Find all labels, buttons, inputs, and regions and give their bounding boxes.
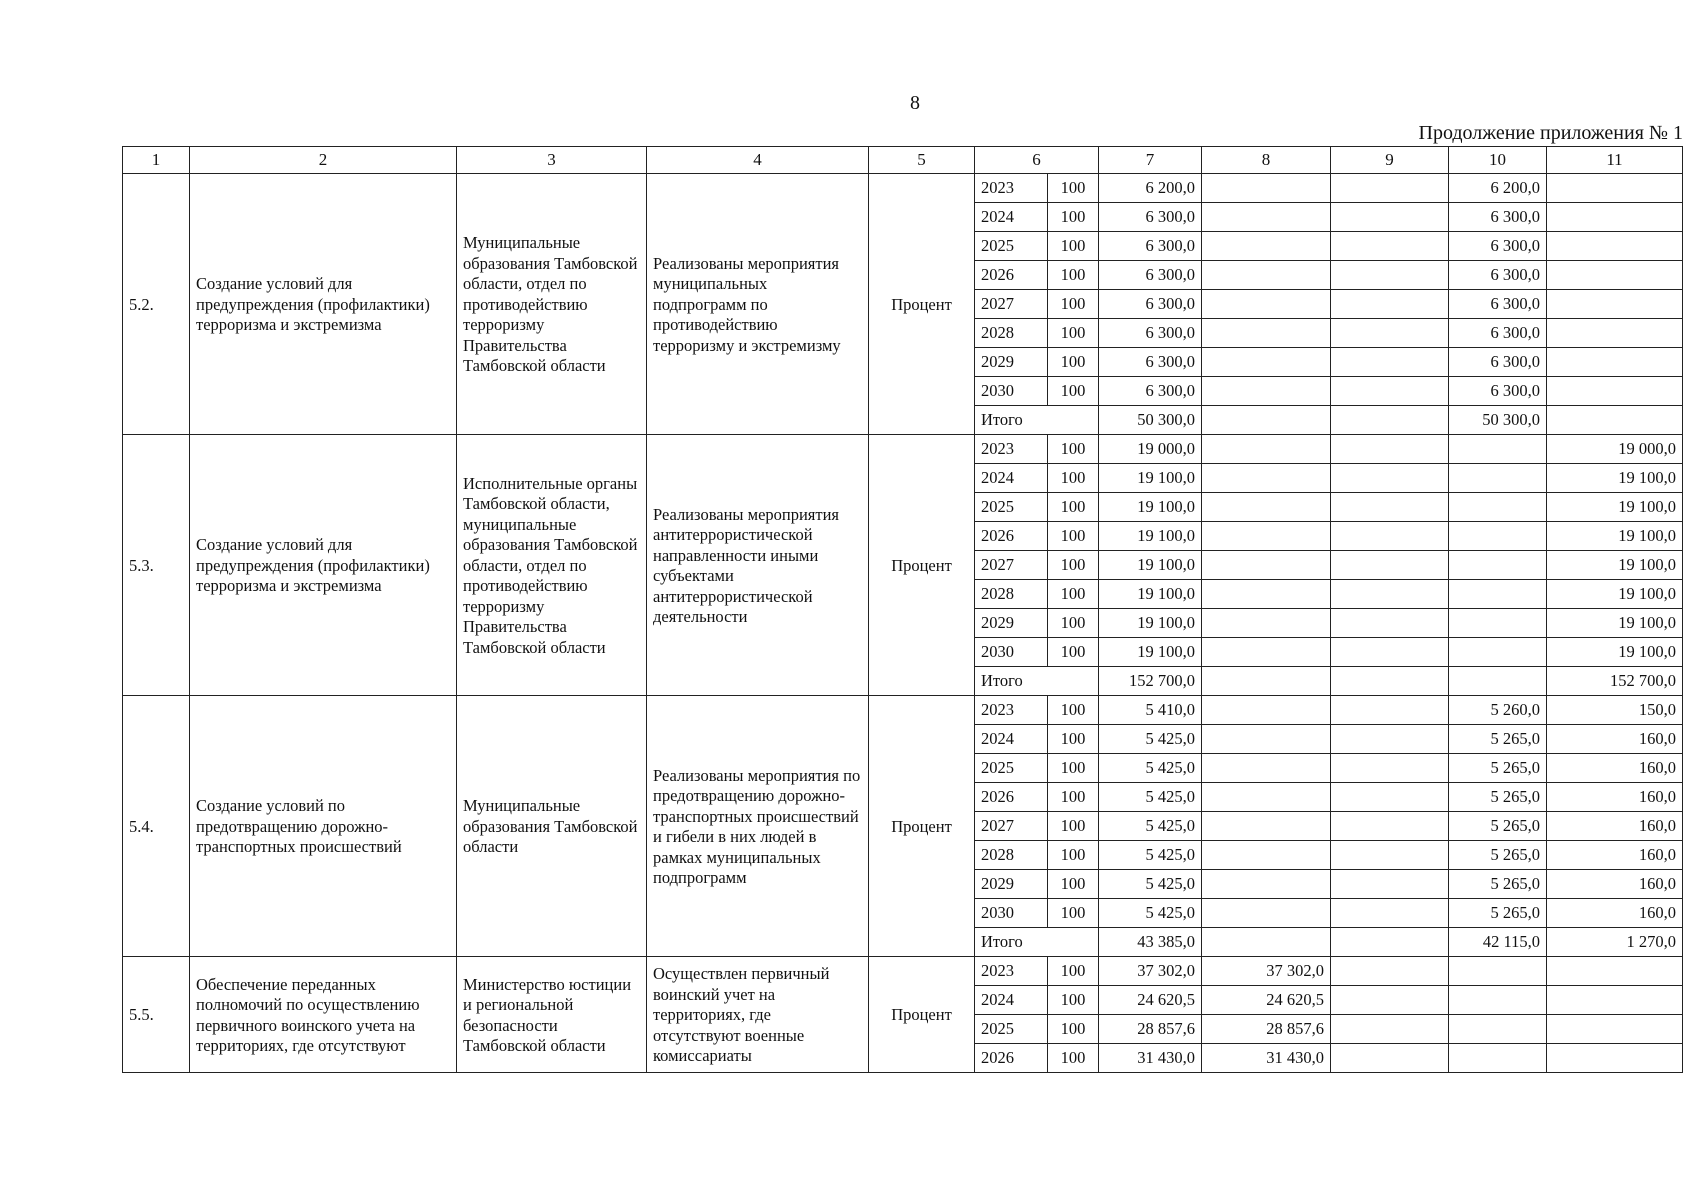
total-label: Итого: [975, 667, 1099, 696]
appendix-continuation-note: Продолжение приложения № 1: [1418, 122, 1683, 144]
year-cell: 2029: [975, 348, 1048, 377]
amount-cell-10: 6 300,0: [1449, 290, 1547, 319]
amount-cell-10: [1449, 638, 1547, 667]
amount-cell-11: [1547, 986, 1683, 1015]
indicator-value-cell: 100: [1048, 551, 1099, 580]
amount-cell-9: [1331, 1015, 1449, 1044]
amount-cell-11: 160,0: [1547, 899, 1683, 928]
amount-cell-9: [1331, 174, 1449, 203]
total-amount-cell-9: [1331, 928, 1449, 957]
section-index: 5.2.: [123, 174, 190, 435]
total-amount-cell-10: [1449, 667, 1547, 696]
year-cell: 2026: [975, 783, 1048, 812]
amount-cell-11: 160,0: [1547, 783, 1683, 812]
indicator-value-cell: 100: [1048, 290, 1099, 319]
amount-cell-11: [1547, 174, 1683, 203]
amount-cell-11: 160,0: [1547, 812, 1683, 841]
amount-cell-10: 6 200,0: [1449, 174, 1547, 203]
indicator-value-cell: 100: [1048, 377, 1099, 406]
amount-cell-9: [1331, 377, 1449, 406]
amount-cell-9: [1331, 580, 1449, 609]
amount-cell-11: 19 100,0: [1547, 638, 1683, 667]
amount-cell-10: [1449, 522, 1547, 551]
amount-cell-8: [1202, 725, 1331, 754]
indicator-value-cell: 100: [1048, 609, 1099, 638]
header-col-9: 9: [1331, 147, 1449, 174]
amount-cell-8: [1202, 551, 1331, 580]
amount-cell-10: 6 300,0: [1449, 319, 1547, 348]
year-cell: 2025: [975, 232, 1048, 261]
amount-cell-10: [1449, 464, 1547, 493]
amount-cell-9: [1331, 899, 1449, 928]
indicator-value-cell: 100: [1048, 841, 1099, 870]
amount-cell-8: [1202, 493, 1331, 522]
header-col-11: 11: [1547, 147, 1683, 174]
amount-cell-9: [1331, 638, 1449, 667]
indicator-value-cell: 100: [1048, 957, 1099, 986]
amount-cell-7: 5 425,0: [1099, 783, 1202, 812]
amount-cell-8: 24 620,5: [1202, 986, 1331, 1015]
amount-cell-8: 37 302,0: [1202, 957, 1331, 986]
amount-cell-11: 19 100,0: [1547, 580, 1683, 609]
amount-cell-8: [1202, 203, 1331, 232]
amount-cell-9: [1331, 464, 1449, 493]
amount-cell-9: [1331, 841, 1449, 870]
amount-cell-10: 5 260,0: [1449, 696, 1547, 725]
section-index: 5.5.: [123, 957, 190, 1073]
amount-cell-8: [1202, 638, 1331, 667]
indicator-value-cell: 100: [1048, 725, 1099, 754]
amount-cell-11: [1547, 377, 1683, 406]
program-activities-table: [122, 146, 1683, 1073]
amount-cell-9: [1331, 435, 1449, 464]
total-amount-cell-8: [1202, 928, 1331, 957]
amount-cell-9: [1331, 754, 1449, 783]
amount-cell-10: 6 300,0: [1449, 203, 1547, 232]
indicator-value-cell: 100: [1048, 319, 1099, 348]
header-row: [123, 147, 1683, 174]
total-amount-cell-11: 1 270,0: [1547, 928, 1683, 957]
amount-cell-10: [1449, 957, 1547, 986]
amount-cell-10: [1449, 580, 1547, 609]
total-amount-cell-7: 43 385,0: [1099, 928, 1202, 957]
amount-cell-7: 5 425,0: [1099, 841, 1202, 870]
year-cell: 2026: [975, 522, 1048, 551]
amount-cell-8: 28 857,6: [1202, 1015, 1331, 1044]
indicator-value-cell: 100: [1048, 522, 1099, 551]
total-label: Итого: [975, 406, 1099, 435]
expected-result: Осуществлен первичный воинский учет на территориях, где отсутствуют военные комиссариаты: [647, 957, 869, 1073]
year-cell: 2029: [975, 870, 1048, 899]
indicator-value-cell: 100: [1048, 1044, 1099, 1073]
amount-cell-8: [1202, 522, 1331, 551]
year-cell: 2023: [975, 174, 1048, 203]
amount-cell-10: 5 265,0: [1449, 812, 1547, 841]
amount-cell-8: [1202, 435, 1331, 464]
amount-cell-11: [1547, 261, 1683, 290]
amount-cell-7: 6 300,0: [1099, 348, 1202, 377]
year-cell: 2023: [975, 957, 1048, 986]
amount-cell-7: 19 100,0: [1099, 638, 1202, 667]
expected-result: Реализованы мероприятия муниципальных подпрограмм по противодействию терроризму и экстремизму: [647, 174, 869, 435]
indicator-value-cell: 100: [1048, 783, 1099, 812]
amount-cell-11: 19 100,0: [1547, 609, 1683, 638]
year-cell: 2023: [975, 696, 1048, 725]
year-cell: 2025: [975, 493, 1048, 522]
year-cell: 2030: [975, 638, 1048, 667]
amount-cell-10: [1449, 1015, 1547, 1044]
year-cell: 2027: [975, 812, 1048, 841]
amount-cell-8: [1202, 696, 1331, 725]
amount-cell-11: [1547, 290, 1683, 319]
amount-cell-7: 31 430,0: [1099, 1044, 1202, 1073]
amount-cell-8: [1202, 174, 1331, 203]
year-cell: 2026: [975, 261, 1048, 290]
amount-cell-8: [1202, 464, 1331, 493]
amount-cell-9: [1331, 348, 1449, 377]
amount-cell-7: 6 200,0: [1099, 174, 1202, 203]
amount-cell-10: 5 265,0: [1449, 754, 1547, 783]
amount-cell-7: 24 620,5: [1099, 986, 1202, 1015]
amount-cell-10: [1449, 493, 1547, 522]
amount-cell-10: 6 300,0: [1449, 377, 1547, 406]
indicator-value-cell: 100: [1048, 754, 1099, 783]
amount-cell-7: 19 100,0: [1099, 609, 1202, 638]
amount-cell-8: [1202, 812, 1331, 841]
indicator-value-cell: 100: [1048, 696, 1099, 725]
amount-cell-11: 160,0: [1547, 725, 1683, 754]
amount-cell-10: [1449, 609, 1547, 638]
amount-cell-8: [1202, 232, 1331, 261]
amount-cell-7: 5 425,0: [1099, 899, 1202, 928]
amount-cell-7: 6 300,0: [1099, 377, 1202, 406]
total-label: Итого: [975, 928, 1099, 957]
activity-name: Создание условий для предупреждения (профилактики) терроризма и экстремизма: [190, 435, 457, 696]
indicator-value-cell: 100: [1048, 435, 1099, 464]
amount-cell-9: [1331, 986, 1449, 1015]
amount-cell-7: 6 300,0: [1099, 203, 1202, 232]
amount-cell-8: 31 430,0: [1202, 1044, 1331, 1073]
year-cell: 2026: [975, 1044, 1048, 1073]
measure-unit: Процент: [869, 696, 975, 957]
amount-cell-8: [1202, 261, 1331, 290]
amount-cell-9: [1331, 609, 1449, 638]
amount-cell-10: 5 265,0: [1449, 841, 1547, 870]
amount-cell-8: [1202, 290, 1331, 319]
indicator-value-cell: 100: [1048, 580, 1099, 609]
total-amount-cell-11: [1547, 406, 1683, 435]
amount-cell-11: 19 100,0: [1547, 522, 1683, 551]
amount-cell-8: [1202, 580, 1331, 609]
amount-cell-8: [1202, 870, 1331, 899]
activity-name: Создание условий для предупреждения (профилактики) терроризма и экстремизма: [190, 174, 457, 435]
amount-cell-11: 19 100,0: [1547, 464, 1683, 493]
amount-cell-10: [1449, 986, 1547, 1015]
header-col-3: 3: [457, 147, 647, 174]
total-amount-cell-10: 50 300,0: [1449, 406, 1547, 435]
amount-cell-9: [1331, 319, 1449, 348]
year-cell: 2024: [975, 725, 1048, 754]
year-cell: 2030: [975, 899, 1048, 928]
amount-cell-7: 5 425,0: [1099, 725, 1202, 754]
total-amount-cell-10: 42 115,0: [1449, 928, 1547, 957]
total-amount-cell-9: [1331, 406, 1449, 435]
amount-cell-9: [1331, 957, 1449, 986]
year-cell: 2024: [975, 203, 1048, 232]
amount-cell-8: [1202, 348, 1331, 377]
amount-cell-9: [1331, 493, 1449, 522]
year-cell: 2023: [975, 435, 1048, 464]
amount-cell-10: [1449, 1044, 1547, 1073]
year-cell: 2027: [975, 290, 1048, 319]
indicator-value-cell: 100: [1048, 174, 1099, 203]
year-cell: 2024: [975, 986, 1048, 1015]
amount-cell-8: [1202, 609, 1331, 638]
page-number: 8: [910, 92, 920, 114]
amount-cell-10: 5 265,0: [1449, 725, 1547, 754]
amount-cell-7: 6 300,0: [1099, 261, 1202, 290]
year-cell: 2029: [975, 609, 1048, 638]
amount-cell-11: 19 100,0: [1547, 551, 1683, 580]
indicator-value-cell: 100: [1048, 232, 1099, 261]
section-index: 5.4.: [123, 696, 190, 957]
year-cell: 2030: [975, 377, 1048, 406]
expected-result: Реализованы мероприятия по предотвращению дорожно-транспортных происшествий и гибели в них людей в рамках муниципальных подпрограмм: [647, 696, 869, 957]
amount-cell-7: 37 302,0: [1099, 957, 1202, 986]
amount-cell-10: 5 265,0: [1449, 899, 1547, 928]
activity-name: Создание условий по предотвращению дорожно-транспортных происшествий: [190, 696, 457, 957]
amount-cell-11: [1547, 203, 1683, 232]
amount-cell-9: [1331, 725, 1449, 754]
amount-cell-11: 19 000,0: [1547, 435, 1683, 464]
amount-cell-8: [1202, 899, 1331, 928]
indicator-value-cell: 100: [1048, 348, 1099, 377]
amount-cell-9: [1331, 783, 1449, 812]
total-amount-cell-8: [1202, 406, 1331, 435]
amount-cell-7: 6 300,0: [1099, 290, 1202, 319]
amount-cell-9: [1331, 290, 1449, 319]
total-amount-cell-9: [1331, 667, 1449, 696]
indicator-value-cell: 100: [1048, 870, 1099, 899]
amount-cell-8: [1202, 377, 1331, 406]
amount-cell-7: 5 425,0: [1099, 754, 1202, 783]
total-amount-cell-8: [1202, 667, 1331, 696]
indicator-value-cell: 100: [1048, 638, 1099, 667]
year-cell: 2027: [975, 551, 1048, 580]
activity-name: Обеспечение переданных полномочий по осуществлению первичного воинского учета на территориях, где отсутствуют: [190, 957, 457, 1073]
amount-cell-9: [1331, 870, 1449, 899]
indicator-value-cell: 100: [1048, 812, 1099, 841]
measure-unit: Процент: [869, 174, 975, 435]
table-row: [123, 957, 1683, 986]
amount-cell-11: [1547, 348, 1683, 377]
header-col-10: 10: [1449, 147, 1547, 174]
amount-cell-8: [1202, 841, 1331, 870]
amount-cell-8: [1202, 754, 1331, 783]
year-cell: 2024: [975, 464, 1048, 493]
amount-cell-7: 19 100,0: [1099, 464, 1202, 493]
amount-cell-7: 19 100,0: [1099, 551, 1202, 580]
responsible-executor: Министерство юстиции и региональной безопасности Тамбовской области: [457, 957, 647, 1073]
header-col-8: 8: [1202, 147, 1331, 174]
table-row: [123, 696, 1683, 725]
amount-cell-7: 6 300,0: [1099, 232, 1202, 261]
amount-cell-9: [1331, 203, 1449, 232]
amount-cell-8: [1202, 783, 1331, 812]
amount-cell-11: 160,0: [1547, 870, 1683, 899]
amount-cell-11: [1547, 957, 1683, 986]
header-col-7: 7: [1099, 147, 1202, 174]
total-amount-cell-7: 50 300,0: [1099, 406, 1202, 435]
amount-cell-9: [1331, 522, 1449, 551]
expected-result: Реализованы мероприятия антитеррористической направленности иными субъектами антитеррористической деятельности: [647, 435, 869, 696]
amount-cell-7: 5 425,0: [1099, 812, 1202, 841]
amount-cell-7: 6 300,0: [1099, 319, 1202, 348]
amount-cell-9: [1331, 261, 1449, 290]
indicator-value-cell: 100: [1048, 986, 1099, 1015]
amount-cell-9: [1331, 696, 1449, 725]
responsible-executor: Муниципальные образования Тамбовской области: [457, 696, 647, 957]
amount-cell-10: 5 265,0: [1449, 783, 1547, 812]
section-index: 5.3.: [123, 435, 190, 696]
amount-cell-7: 19 100,0: [1099, 493, 1202, 522]
indicator-value-cell: 100: [1048, 493, 1099, 522]
amount-cell-10: 6 300,0: [1449, 348, 1547, 377]
amount-cell-11: 160,0: [1547, 754, 1683, 783]
amount-cell-11: [1547, 319, 1683, 348]
year-cell: 2028: [975, 580, 1048, 609]
amount-cell-7: 28 857,6: [1099, 1015, 1202, 1044]
amount-cell-10: 6 300,0: [1449, 261, 1547, 290]
table-row: [123, 174, 1683, 203]
header-col-5: 5: [869, 147, 975, 174]
amount-cell-7: 19 100,0: [1099, 580, 1202, 609]
year-cell: 2025: [975, 754, 1048, 783]
year-cell: 2028: [975, 319, 1048, 348]
amount-cell-11: [1547, 1044, 1683, 1073]
table-row: [123, 435, 1683, 464]
amount-cell-10: 5 265,0: [1449, 870, 1547, 899]
header-col-2: 2: [190, 147, 457, 174]
amount-cell-11: 19 100,0: [1547, 493, 1683, 522]
total-amount-cell-7: 152 700,0: [1099, 667, 1202, 696]
indicator-value-cell: 100: [1048, 1015, 1099, 1044]
amount-cell-11: [1547, 1015, 1683, 1044]
year-cell: 2028: [975, 841, 1048, 870]
amount-cell-11: [1547, 232, 1683, 261]
amount-cell-7: 5 425,0: [1099, 870, 1202, 899]
amount-cell-10: [1449, 551, 1547, 580]
amount-cell-9: [1331, 232, 1449, 261]
measure-unit: Процент: [869, 957, 975, 1073]
amount-cell-7: 19 100,0: [1099, 522, 1202, 551]
amount-cell-9: [1331, 1044, 1449, 1073]
header-col-4: 4: [647, 147, 869, 174]
amount-cell-11: 150,0: [1547, 696, 1683, 725]
indicator-value-cell: 100: [1048, 261, 1099, 290]
year-cell: 2025: [975, 1015, 1048, 1044]
responsible-executor: Исполнительные органы Тамбовской области, муниципальные образования Тамбовской области, отдел по противодействию терроризму Правительства Тамбовской области: [457, 435, 647, 696]
indicator-value-cell: 100: [1048, 464, 1099, 493]
measure-unit: Процент: [869, 435, 975, 696]
header-col-6: 6: [975, 147, 1099, 174]
indicator-value-cell: 100: [1048, 899, 1099, 928]
amount-cell-10: [1449, 435, 1547, 464]
responsible-executor: Муниципальные образования Тамбовской области, отдел по противодействию терроризму Правительства Тамбовской области: [457, 174, 647, 435]
amount-cell-8: [1202, 319, 1331, 348]
total-amount-cell-11: 152 700,0: [1547, 667, 1683, 696]
amount-cell-7: 19 000,0: [1099, 435, 1202, 464]
amount-cell-9: [1331, 551, 1449, 580]
header-col-1: 1: [123, 147, 190, 174]
indicator-value-cell: 100: [1048, 203, 1099, 232]
amount-cell-10: 6 300,0: [1449, 232, 1547, 261]
amount-cell-9: [1331, 812, 1449, 841]
amount-cell-7: 5 410,0: [1099, 696, 1202, 725]
amount-cell-11: 160,0: [1547, 841, 1683, 870]
